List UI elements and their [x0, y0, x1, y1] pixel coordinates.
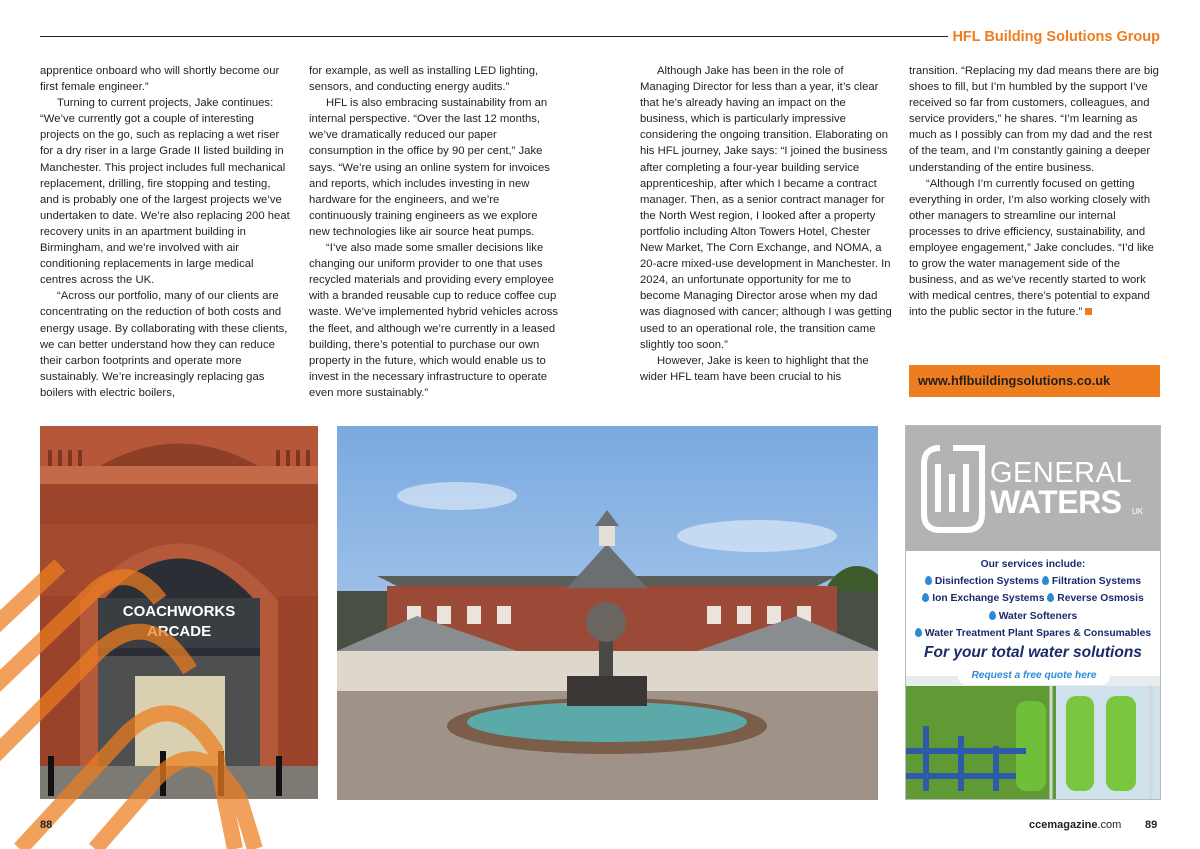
paragraph: Turning to current projects, Jake continues: “We’ve currently got a couple of interesting projects on the go, such as replacing a wet riser for a dry riser in a large Grade II listed building in Manchester. This project includes full mechanical replacement, drilling, fire stopping and testing, and is probably one of the largest projects we’ve undertaken to date. We’re also replacing 200 heat recovery units in an apartment building in Birmingham, and we’re involved with air conditioning replacements in large medical centres across the UK. — [40, 97, 290, 287]
ad-brand-line1: GENERAL — [990, 457, 1133, 489]
article-column-3 — [640, 63, 892, 385]
section-title: HFL Building Solutions Group — [952, 29, 1160, 45]
service-item: Water Treatment Plant Spares & Consumables — [924, 627, 1152, 639]
arcade-photo — [40, 426, 318, 799]
end-mark-icon — [1085, 308, 1092, 315]
water-drop-icon — [989, 611, 996, 620]
paragraph: However, Jake is keen to highlight that the wider HFL team have been crucial to his — [640, 354, 869, 383]
arcade-sign-line2: ARCADE — [146, 623, 212, 640]
paragraph: transition. “Replacing my dad means there are big shoes to fill, but I’m humbled by the support I’ve received so far from customers, colleagues, and service providers,” he shares. “I’m learning as much as I possibly can from my dad and the rest of the team, and I’m constantly gaining a deeper understanding of the entire business. — [909, 65, 1159, 174]
paragraph: Although Jake has been in the role of Managing Director for less than a year, it’s clear that he’s already having an impact on the business, which is particularly impressive considering the ongoing transition. Elaborating on his HFL journey, Jake says: “I joined the business after completing a four-year building service apprenticeship, after which I became a contract manager. Then, as a senior contract manager for the North West region, I looked after a property portfolio including Alton Towers Hotel, Chester New Market, The Corn Exchange, and NOMA, a 20-acre mixed-use development in Manchester. In 2024, an unfortunate opportunity for me to become Managing Director arose when my dad was diagnosed with cancer; although I was getting used to an operational role, the transition came slightly too soon.” — [640, 65, 892, 351]
paragraph-text: “Although I’m currently focused on getting everything in order, I’m also working closely with other managers to streamline our internal processes to drive efficiency, sustainability, and employee engagement,” Jake concludes. “I’d like to grow the water management side of the business, and as we’ve recently started to work with medical centres, there’s potential to expand into the public sector in the future.” — [909, 177, 1154, 319]
magazine-site[interactable] — [1029, 819, 1121, 831]
ad-brand-line2: WATERS — [990, 484, 1122, 520]
water-drop-icon — [925, 576, 932, 585]
article-column-4 — [909, 63, 1161, 321]
request-quote-button[interactable]: Request a free quote here — [958, 667, 1110, 685]
service-item: Ion Exchange Systems — [932, 593, 1045, 605]
service-row — [906, 590, 1160, 607]
ad-services-list — [906, 556, 1160, 642]
arcade-sign-line1: COACHWORKS — [122, 603, 236, 620]
ad-services-heading: Our services include: — [980, 559, 1086, 570]
paragraph: “I’ve also made some smaller decisions like changing our uniform provider to one that uses recycled materials and providing every employee with a branded reusable cup to reduce coffee cup waste. We’ve implemented hybrid vehicles across the fleet, and although we’re currently in a leased building, there’s potential to purchase our own property in the future, which would enable us to invest in the necessary infrastructure to operate even more sustainably.” — [309, 242, 559, 399]
paragraph: HFL is also embracing sustainability from an internal perspective. “Over the last 12 months, we’ve dramatically reduced our paper consumption in the office by 90 per cent,” Jake says. “We’re using an online system for invoices and reports, which includes investing in new hardware for the engineers, and we’re continuously training engineers as we explore new technologies like air source heat pumps. — [309, 97, 550, 238]
article-column-1 — [40, 63, 292, 401]
page-number-right: 89 — [1145, 819, 1158, 831]
gw-logo-icon — [918, 444, 988, 534]
article-column-2 — [309, 63, 561, 401]
water-drop-icon — [915, 628, 922, 637]
paragraph — [909, 176, 1161, 321]
hotel-illustration — [337, 426, 878, 800]
header-rule — [40, 36, 948, 37]
paragraph: “Across our portfolio, many of our clients are concentrating on the reduction of both costs and energy usage. By collaborating with these clients, we can better understand how they can reduce their carbon footprints and operate more sustainably. We’re increasingly replacing gas boilers with electric boilers, — [40, 290, 288, 399]
service-item: Reverse Osmosis — [1057, 593, 1144, 605]
ad-tagline: For your total water solutions — [924, 644, 1142, 661]
general-waters-advert[interactable] — [905, 425, 1161, 800]
hotel-photo — [337, 426, 878, 800]
paragraph: for example, as well as installing LED lighting, sensors, and conducting energy audits.” — [309, 65, 539, 94]
water-plant-illustration — [906, 676, 1160, 800]
paragraph: apprentice onboard who will shortly become our first female engineer.” — [40, 65, 280, 94]
service-item: Filtration Systems — [1051, 576, 1142, 588]
site-name: ccemagazine — [1029, 819, 1098, 831]
service-row — [906, 625, 1160, 642]
website-link[interactable]: www.hflbuildingsolutions.co.uk — [909, 365, 1160, 397]
water-drop-icon — [1042, 576, 1049, 585]
service-item: Disinfection Systems — [934, 576, 1039, 588]
service-item: Water Softeners — [998, 610, 1078, 622]
page-number-left: 88 — [40, 819, 53, 831]
site-tld: .com — [1097, 819, 1122, 831]
service-row — [906, 608, 1160, 625]
water-drop-icon — [922, 593, 929, 602]
ad-plant-photo — [906, 676, 1160, 800]
arcade-illustration — [40, 426, 318, 799]
service-row — [906, 573, 1160, 590]
ad-brand-suffix: UK — [1132, 507, 1144, 516]
ad-logo-panel — [906, 426, 1160, 551]
water-drop-icon — [1047, 593, 1054, 602]
